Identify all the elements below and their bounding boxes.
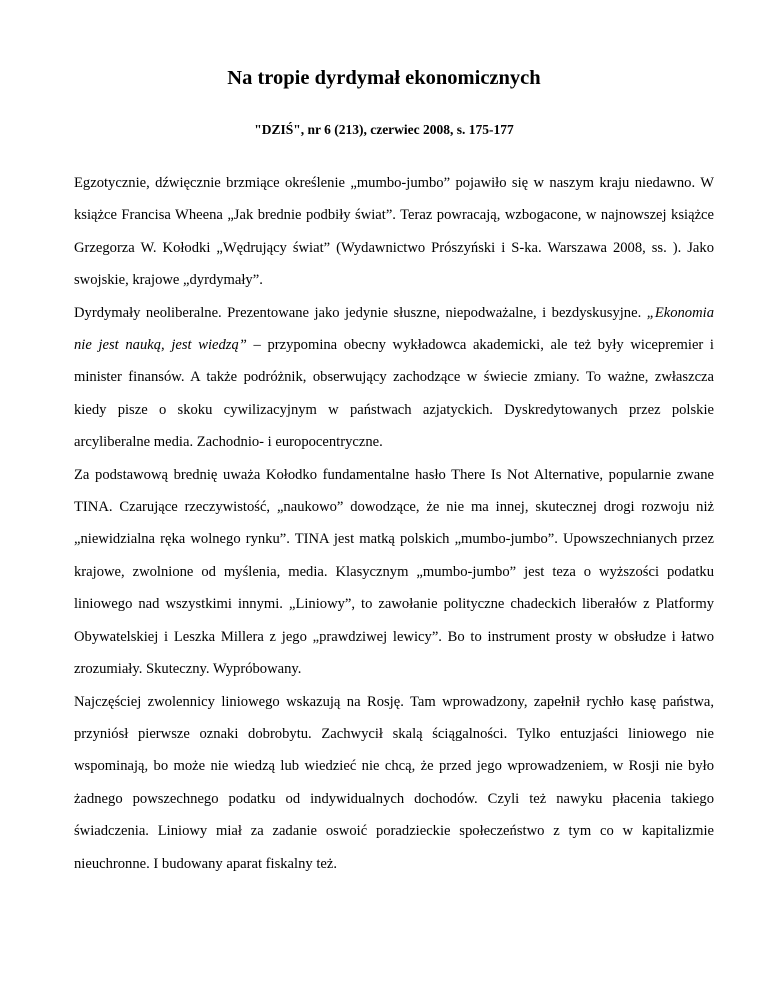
italic-quote: „Ekonomia nie jest nauką, jest wiedzą” xyxy=(74,304,714,354)
paragraph: Najczęściej zwolennicy liniowego wskazują na Rosję. Tam wprowadzony, zapełnił rychło kasę państwa, przyniósł pierwsze oznaki dobrobytu. Zachwycił skalą ściągalności. Tylko entuzjaści liniowego nie wspominają, bo może nie wiedzą lub wiedzieć nie chcą, że przed jego wprowadzeniem, w Rosji nie było żadnego powszechnego podatku od indywidualnych dochodów. Czyli też nawyku płacenia takiego świadczenia. Liniowy miał za zadanie oswoić poradzieckie społeczeństwo z tym co w kapitalizmie nieuchronne. I budowany aparat fiskalny też. xyxy=(74,693,714,872)
paragraph xyxy=(74,297,714,459)
paragraph-rest: – przypomina obecny wykładowca akademicki, ale też były wicepremier i minister finansów. A także podróżnik, obserwujący zachodzące w świecie zmiany. To ważne, zwłaszcza kiedy pisze o skoku cywilizacyjnym w państwach azjatyckich. Dyskredytowanych przez polskie arcyliberalne media. Zachodnio- i europocentryczne. xyxy=(74,337,714,451)
paragraph-lead: Dyrdymały neoliberalne. Prezentowane jako jedynie słuszne, niepodważalne, i bezdyskusyjne. xyxy=(74,304,647,321)
document-subtitle: "DZIŚ", nr 6 (213), czerwiec 2008, s. 175-177 xyxy=(254,122,514,137)
paragraph: Egzotycznie, dźwięcznie brzmiące określenie „mumbo-jumbo” pojawiło się w naszym kraju niedawno. W książce Francisa Wheena „Jak brednie podbiły świat”. Teraz powracają, wzbogacone, w najnowszej książce Grzegorza W. Kołodki „Wędrujący świat” (Wydawnictwo Prószyński i S-ka. Warszawa 2008, ss. ). Jako swojskie, krajowe „dyrdymały”. xyxy=(74,175,714,289)
article-body xyxy=(74,167,714,880)
paragraph: Za podstawową brednię uważa Kołodko fundamentalne hasło There Is Not Alternative, popularnie zwane TINA. Czarujące rzeczywistość, „naukowo” dowodzące, że nie ma innej, skutecznej drogi rozwoju niż „niewidzialna ręka wolnego rynku”. TINA jest matką polskich „mumbo-jumbo”. Upowszechnianych przez krajowe, zwolnione od myślenia, media. Klasycznym „mumbo-jumbo” jest teza o wyższości podatku liniowego nad wszystkimi innymi. „Liniowy”, to zawołanie polityczne chadeckich liberałów z Platformy Obywatelskiej i Leszka Millera z jego „prawdziwej lewicy”. Bo to instrument prosty w obsłudze i łatwo zrozumiały. Skuteczny. Wypróbowany. xyxy=(74,466,714,678)
document-title: Na tropie dyrdymał ekonomicznych xyxy=(227,67,541,89)
